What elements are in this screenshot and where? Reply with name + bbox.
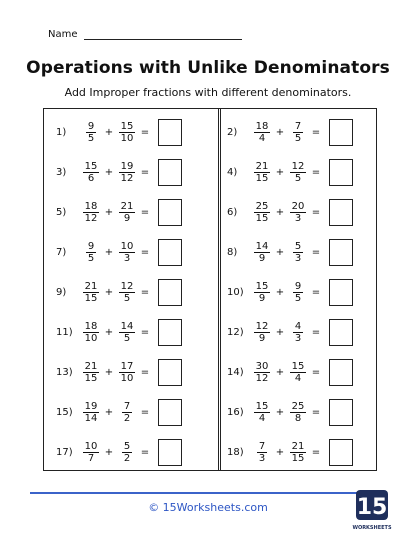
fraction-b <box>287 121 309 144</box>
denominator: 4 <box>258 132 266 144</box>
problem-row <box>56 435 182 469</box>
problem-row <box>56 395 182 429</box>
answer-box[interactable] <box>329 279 353 306</box>
fraction-b <box>116 361 138 384</box>
denominator: 9 <box>258 292 266 304</box>
problem-number: 14) <box>227 366 244 378</box>
equals-sign: = <box>140 166 150 178</box>
problem-number: 9) <box>56 286 67 298</box>
denominator: 5 <box>87 252 95 264</box>
numerator: 9 <box>294 280 302 292</box>
equals-sign: = <box>311 406 321 418</box>
denominator: 15 <box>84 372 98 384</box>
numerator: 15 <box>291 360 305 372</box>
equals-sign: = <box>311 286 321 298</box>
answer-box[interactable] <box>329 159 353 186</box>
problem-number: 17) <box>56 446 73 458</box>
problem-row <box>227 195 353 229</box>
problem-row <box>56 355 182 389</box>
numerator: 10 <box>120 240 134 252</box>
right-column <box>221 109 378 470</box>
fraction-a <box>80 241 102 264</box>
fraction-a <box>80 441 102 464</box>
answer-box[interactable] <box>158 239 182 266</box>
fraction-b <box>116 321 138 344</box>
fraction-b <box>116 161 138 184</box>
denominator: 15 <box>255 212 269 224</box>
numerator: 14 <box>120 320 134 332</box>
denominator: 4 <box>294 372 302 384</box>
denominator: 4 <box>258 412 266 424</box>
fraction-b <box>287 241 309 264</box>
equals-sign: = <box>140 446 150 458</box>
logo-number: 15 <box>356 495 388 520</box>
footer-divider <box>30 492 386 494</box>
numerator: 5 <box>123 440 131 452</box>
plus-sign: + <box>104 126 114 138</box>
numerator: 15 <box>120 120 134 132</box>
numerator: 19 <box>84 400 98 412</box>
problem-row <box>56 115 182 149</box>
equals-sign: = <box>140 206 150 218</box>
plus-sign: + <box>275 166 285 178</box>
equals-sign: = <box>140 326 150 338</box>
fraction-a <box>251 201 273 224</box>
numerator: 20 <box>291 200 305 212</box>
plus-sign: + <box>275 246 285 258</box>
fraction-b <box>116 241 138 264</box>
fraction-b <box>287 441 309 464</box>
denominator: 15 <box>291 452 305 464</box>
plus-sign: + <box>275 206 285 218</box>
problem-row <box>227 435 353 469</box>
plus-sign: + <box>275 406 285 418</box>
problem-row <box>56 315 182 349</box>
denominator: 5 <box>294 132 302 144</box>
answer-box[interactable] <box>158 279 182 306</box>
fraction-a <box>80 361 102 384</box>
denominator: 5 <box>294 172 302 184</box>
denominator: 10 <box>120 372 134 384</box>
plus-sign: + <box>104 166 114 178</box>
denominator: 6 <box>87 172 95 184</box>
denominator: 5 <box>123 292 131 304</box>
plus-sign: + <box>104 246 114 258</box>
equals-sign: = <box>311 166 321 178</box>
equals-sign: = <box>311 366 321 378</box>
problem-row <box>227 155 353 189</box>
problem-row <box>56 275 182 309</box>
plus-sign: + <box>275 326 285 338</box>
equals-sign: = <box>140 246 150 258</box>
denominator: 2 <box>123 452 131 464</box>
fraction-a <box>251 321 273 344</box>
problem-number: 5) <box>56 206 67 218</box>
equals-sign: = <box>311 126 321 138</box>
problem-number: 2) <box>227 126 238 138</box>
denominator: 7 <box>87 452 95 464</box>
numerator: 5 <box>294 240 302 252</box>
equals-sign: = <box>140 126 150 138</box>
fraction-a <box>251 161 273 184</box>
numerator: 15 <box>255 400 269 412</box>
problem-row <box>56 235 182 269</box>
numerator: 9 <box>87 240 95 252</box>
name-label: Name <box>48 29 78 40</box>
denominator: 5 <box>294 292 302 304</box>
problem-row <box>227 315 353 349</box>
answer-box[interactable] <box>158 319 182 346</box>
answer-box[interactable] <box>158 439 182 466</box>
fraction-b <box>116 441 138 464</box>
equals-sign: = <box>311 446 321 458</box>
problem-row <box>227 395 353 429</box>
denominator: 10 <box>120 132 134 144</box>
numerator: 21 <box>291 440 305 452</box>
fraction-b <box>116 201 138 224</box>
numerator: 14 <box>255 240 269 252</box>
plus-sign: + <box>104 286 114 298</box>
numerator: 17 <box>120 360 134 372</box>
answer-box[interactable] <box>329 399 353 426</box>
worksheet-title: Operations with Unlike Denominators <box>26 58 390 78</box>
denominator: 3 <box>258 452 266 464</box>
fraction-b <box>287 321 309 344</box>
fraction-b <box>116 121 138 144</box>
numerator: 21 <box>84 280 98 292</box>
problem-row <box>227 235 353 269</box>
plus-sign: + <box>104 446 114 458</box>
left-column <box>44 109 218 470</box>
fraction-a <box>80 401 102 424</box>
fraction-a <box>251 361 273 384</box>
equals-sign: = <box>311 206 321 218</box>
equals-sign: = <box>311 246 321 258</box>
fraction-a <box>80 161 102 184</box>
denominator: 9 <box>123 212 131 224</box>
problem-number: 11) <box>56 326 73 338</box>
answer-box[interactable] <box>158 119 182 146</box>
fraction-b <box>287 361 309 384</box>
numerator: 25 <box>255 200 269 212</box>
plus-sign: + <box>104 206 114 218</box>
denominator: 3 <box>123 252 131 264</box>
denominator: 15 <box>255 172 269 184</box>
answer-box[interactable] <box>329 439 353 466</box>
problem-number: 3) <box>56 166 67 178</box>
answer-box[interactable] <box>158 199 182 226</box>
plus-sign: + <box>275 286 285 298</box>
fraction-a <box>251 441 273 464</box>
numerator: 10 <box>84 440 98 452</box>
numerator: 21 <box>255 160 269 172</box>
plus-sign: + <box>104 366 114 378</box>
fraction-b <box>287 201 309 224</box>
numerator: 12 <box>291 160 305 172</box>
problem-number: 15) <box>56 406 73 418</box>
denominator: 3 <box>294 332 302 344</box>
denominator: 10 <box>84 332 98 344</box>
denominator: 9 <box>258 332 266 344</box>
fraction-a <box>251 281 273 304</box>
answer-box[interactable] <box>329 119 353 146</box>
denominator: 9 <box>258 252 266 264</box>
numerator: 4 <box>294 320 302 332</box>
fraction-b <box>287 161 309 184</box>
fraction-b <box>116 281 138 304</box>
numerator: 15 <box>255 280 269 292</box>
worksheet-subtitle: Add Improper fractions with different denominators. <box>64 86 352 99</box>
numerator: 12 <box>255 320 269 332</box>
plus-sign: + <box>275 446 285 458</box>
fraction-b <box>287 281 309 304</box>
problem-row <box>227 275 353 309</box>
name-line[interactable] <box>84 29 242 40</box>
numerator: 25 <box>291 400 305 412</box>
answer-box[interactable] <box>329 239 353 266</box>
problem-number: 12) <box>227 326 244 338</box>
denominator: 2 <box>123 412 131 424</box>
fraction-a <box>80 121 102 144</box>
plus-sign: + <box>275 126 285 138</box>
problem-number: 1) <box>56 126 67 138</box>
numerator: 21 <box>120 200 134 212</box>
problem-number: 10) <box>227 286 244 298</box>
equals-sign: = <box>140 406 150 418</box>
numerator: 7 <box>294 120 302 132</box>
problem-row <box>227 115 353 149</box>
15worksheets-logo-icon <box>352 488 392 532</box>
numerator: 18 <box>84 200 98 212</box>
answer-box[interactable] <box>329 319 353 346</box>
denominator: 3 <box>294 252 302 264</box>
problem-row <box>227 355 353 389</box>
numerator: 7 <box>258 440 266 452</box>
denominator: 14 <box>84 412 98 424</box>
denominator: 15 <box>84 292 98 304</box>
fraction-b <box>116 401 138 424</box>
problem-row <box>56 195 182 229</box>
problem-grid <box>43 108 377 471</box>
numerator: 18 <box>84 320 98 332</box>
problem-number: 18) <box>227 446 244 458</box>
fraction-a <box>80 281 102 304</box>
answer-box[interactable] <box>158 159 182 186</box>
numerator: 7 <box>123 400 131 412</box>
problem-number: 6) <box>227 206 238 218</box>
answer-box[interactable] <box>158 359 182 386</box>
plus-sign: + <box>275 366 285 378</box>
denominator: 12 <box>255 372 269 384</box>
numerator: 19 <box>120 160 134 172</box>
numerator: 15 <box>84 160 98 172</box>
problem-number: 16) <box>227 406 244 418</box>
numerator: 12 <box>120 280 134 292</box>
denominator: 12 <box>120 172 134 184</box>
problem-number: 4) <box>227 166 238 178</box>
numerator: 18 <box>255 120 269 132</box>
denominator: 5 <box>87 132 95 144</box>
logo-caption: WORKSHEETS <box>352 525 392 531</box>
numerator: 21 <box>84 360 98 372</box>
denominator: 3 <box>294 212 302 224</box>
numerator: 9 <box>87 120 95 132</box>
problem-number: 7) <box>56 246 67 258</box>
equals-sign: = <box>140 286 150 298</box>
fraction-a <box>251 401 273 424</box>
denominator: 8 <box>294 412 302 424</box>
fraction-a <box>251 121 273 144</box>
footer-copyright[interactable]: © 15Worksheets.com <box>148 501 268 514</box>
problem-row <box>56 155 182 189</box>
fraction-b <box>287 401 309 424</box>
denominator: 12 <box>84 212 98 224</box>
problem-number: 13) <box>56 366 73 378</box>
equals-sign: = <box>311 326 321 338</box>
fraction-a <box>80 321 102 344</box>
equals-sign: = <box>140 366 150 378</box>
plus-sign: + <box>104 326 114 338</box>
fraction-a <box>251 241 273 264</box>
numerator: 30 <box>255 360 269 372</box>
name-field-row <box>48 22 242 40</box>
answer-box[interactable] <box>329 199 353 226</box>
denominator: 5 <box>123 332 131 344</box>
plus-sign: + <box>104 406 114 418</box>
problem-number: 8) <box>227 246 238 258</box>
answer-box[interactable] <box>158 399 182 426</box>
answer-box[interactable] <box>329 359 353 386</box>
fraction-a <box>80 201 102 224</box>
